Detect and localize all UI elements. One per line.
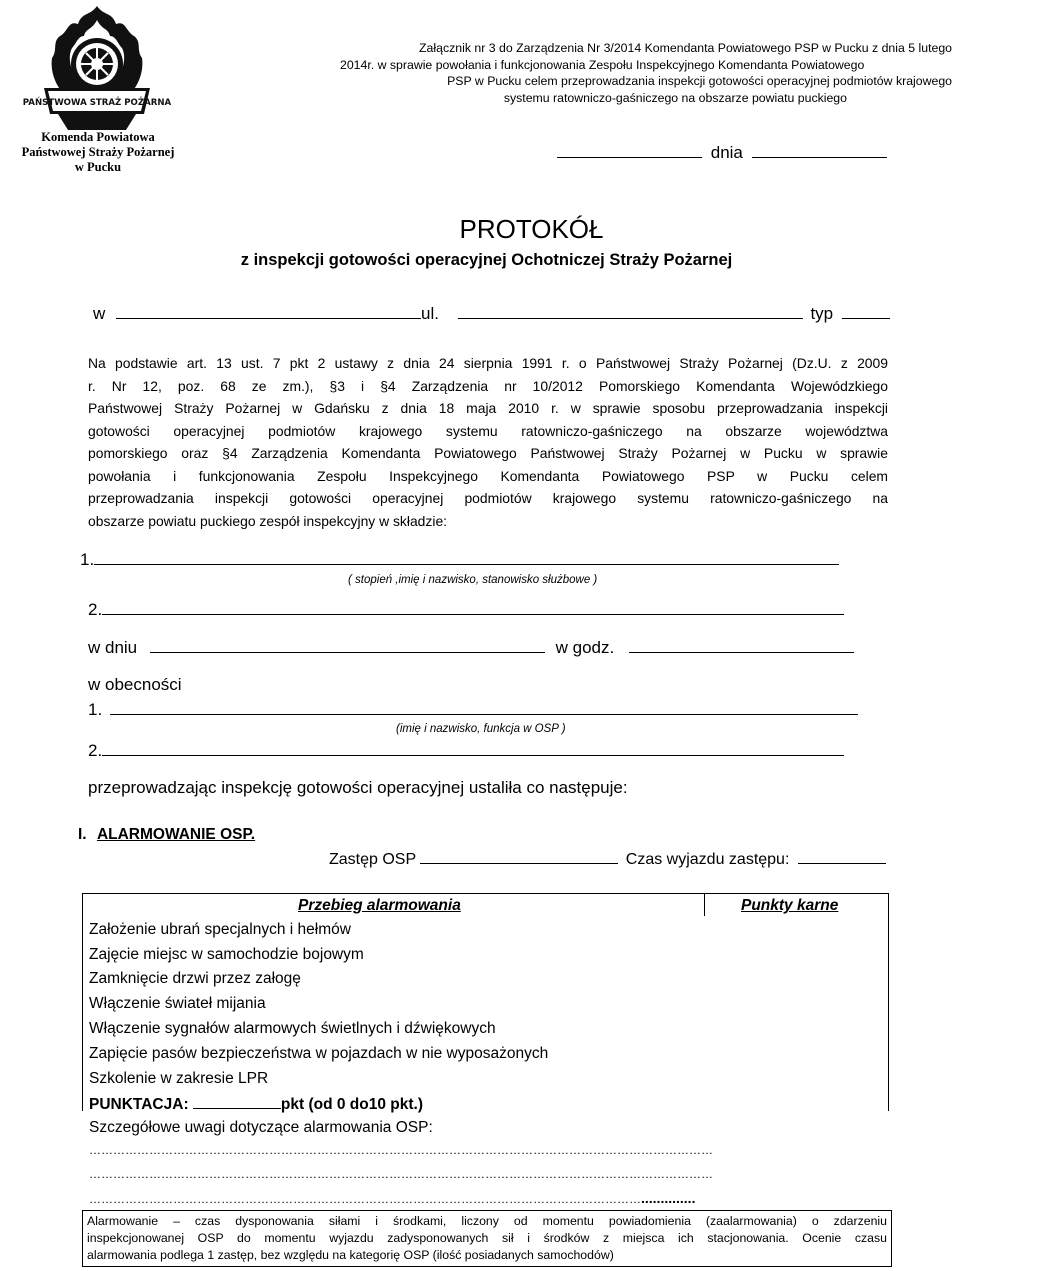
presence-label: w obecności: [88, 675, 182, 694]
note-line: alarmowania podlega 1 zastęp, bez względu na kategorię OSP (ilość posiadanych samochodów): [87, 1248, 614, 1262]
present-person-1-row: [88, 700, 858, 720]
attachment-note-line: Załącznik nr 3 do Zarządzenia Nr 3/2014 Komendanta Powiatowego PSP w Pucku z dnia 5 lutego: [419, 41, 952, 55]
legal-line: pomorskiego oraz §4 Zarządzenia Komendanta Powiatowego Państwowej Straży Pożarnej w Pucku w sprawie: [88, 445, 888, 461]
legal-line: r. Nr 12, poz. 68 ze zm.), §3 i §4 Zarządzenia nr 10/2012 Pomorskiego Komendanta Wojewódzkiego: [88, 377, 888, 394]
day-label: w dniu: [88, 638, 138, 657]
unit-row: [329, 851, 886, 869]
organization-name: [0, 130, 196, 175]
present-person-2-number: 2.: [88, 741, 103, 760]
section-title: ALARMOWANIE OSP.: [96, 826, 256, 843]
remarks-line-2[interactable]: …………………………………………………………………………………………………………………………………………: [89, 1167, 713, 1181]
street-label: ul.: [421, 304, 439, 323]
location-row: [93, 304, 890, 324]
remarks-line-3-bold-dots: ..............: [641, 1190, 696, 1206]
table-row: Włączenie świateł mijania: [89, 995, 266, 1012]
date-row: [557, 143, 887, 163]
attachment-note-line: PSP w Pucku celem przeprowadzania inspekcji gotowości operacyjnej podmiotów krajowego: [447, 74, 952, 88]
attachment-note-line: systemu ratowniczo-gaśniczego na obszarze powiatu puckiego: [503, 90, 847, 105]
table-row: Zamknięcie drzwi przez załogę: [89, 970, 301, 987]
org-line-1: Komenda Powiatowa: [41, 130, 155, 144]
score-field[interactable]: [193, 1107, 281, 1109]
note-line: inspekcjonowanej OSP do momentu wyjazdu zadysponowanych sił i środków z miejsca ich stacjonowania. Ocenie czasu: [87, 1231, 887, 1245]
team-member-2-field[interactable]: [102, 613, 844, 615]
remarks-line-3-dots: …………………………………………………………………………………………………………………………: [89, 1192, 641, 1206]
departure-time-label: Czas wyjazdu zastępu:: [625, 851, 790, 868]
table-row: Zapięcie pasów bezpieczeństwa w pojazdach w nie wyposażonych: [89, 1045, 549, 1062]
attachment-note: [340, 40, 952, 106]
unit-label: Zastęp OSP: [329, 851, 416, 868]
present-person-2-row: [88, 741, 844, 761]
team-member-1-row: [80, 550, 839, 570]
section-number: I.: [78, 826, 87, 843]
departure-time-field[interactable]: [798, 862, 886, 864]
legal-line: Państwowej Straży Pożarnej w Gdańsku z dnia 18 maja 2010 r. w sprawie sposobu przeprowadzania inspekcji: [88, 400, 888, 416]
legal-basis-paragraph: [88, 352, 888, 532]
legal-line: Na podstawie art. 13 ust. 7 pkt 2 ustawy z dnia 24 sierpnia 1991 r. o Państwowej Straży Pożarnej (Dz.U. z 2009: [88, 355, 888, 371]
hour-field[interactable]: [629, 651, 854, 653]
remarks-label: Szczegółowe uwagi dotyczące alarmowania OSP:: [89, 1119, 433, 1136]
team-member-1-number: 1.: [80, 550, 95, 569]
legal-line: obszarze powiatu puckiego zespół inspekcyjny w składzie:: [88, 512, 448, 529]
table-row: Szkolenie w zakresie LPR: [89, 1070, 269, 1087]
psp-emblem-logo: [22, 2, 172, 132]
alarm-definition-note: [82, 1210, 892, 1267]
team-member-2-number: 2.: [88, 600, 103, 619]
org-line-2: Państwowej Straży Pożarnej: [21, 145, 175, 159]
present-person-hint: (imię i nazwisko, funkcja w OSP ): [396, 723, 566, 735]
date-label: dnia: [710, 143, 743, 162]
place-field[interactable]: [557, 156, 702, 158]
present-person-2-field[interactable]: [102, 754, 844, 756]
org-line-3: w Pucku: [74, 160, 122, 174]
present-person-1-number: 1.: [88, 700, 103, 719]
team-member-2-row: [88, 600, 844, 620]
inspection-day-row: [88, 638, 854, 658]
conclusion-text: przeprowadzając inspekcję gotowości operacyjnej ustaliła co następuje:: [88, 778, 628, 797]
table-row: Zajęcie miejsc w samochodzie bojowym: [89, 946, 364, 963]
type-field[interactable]: [842, 317, 890, 319]
table-header-procedure: Przebieg alarmowania: [298, 897, 461, 914]
score-label: PUNKTACJA:: [89, 1096, 189, 1113]
svg-text:PAŃSTWOWA STRAŻ POŻARNA: PAŃSTWOWA STRAŻ POŻARNA: [22, 98, 172, 108]
note-line: Alarmowanie – czas dysponowania siłami i środkami, liczony od momentu powiadomienia (zaalarmowania) o zdarzeniu: [87, 1214, 887, 1228]
legal-line: przeprowadzania inspekcji gotowości operacyjnej podmiotów krajowego systemu ratowniczo-gaśniczego na: [88, 490, 888, 506]
location-field[interactable]: [116, 317, 421, 319]
table-row: Założenie ubrań specjalnych i hełmów: [89, 921, 351, 938]
table-column-divider: [704, 893, 705, 916]
team-member-hint: ( stopień ,imię i nazwisko, stanowisko służbowe ): [348, 574, 598, 586]
score-row: [89, 1096, 423, 1114]
unit-field[interactable]: [420, 862, 618, 864]
present-person-1-field[interactable]: [110, 713, 858, 715]
date-field[interactable]: [752, 156, 887, 158]
remarks-line-3[interactable]: [89, 1190, 879, 1206]
document-subtitle: z inspekcji gotowości operacyjnej Ochotniczej Straży Pożarnej: [240, 251, 733, 269]
score-suffix: pkt (od 0 do10 pkt.): [280, 1096, 424, 1113]
document-title: PROTOKÓŁ: [459, 214, 604, 244]
remarks-line-1[interactable]: …………………………………………………………………………………………………………………………………………: [89, 1143, 713, 1157]
section-heading: [78, 826, 255, 844]
legal-line: gotowości operacyjnej podmiotów krajowego systemu ratowniczo-gaśniczego na obszarze województwa: [88, 422, 888, 439]
hour-label: w godz.: [555, 638, 615, 657]
attachment-note-line: 2014r. w sprawie powołania i funkcjonowania Zespołu Inspekcyjnego Komendanta Powiatowego: [340, 57, 865, 72]
street-field[interactable]: [458, 317, 803, 319]
team-member-1-field[interactable]: [94, 563, 839, 565]
legal-line: powołania i funkcjonowania Zespołu Inspekcyjnego Komendanta Powiatowego PSP w Pucku celem: [88, 467, 888, 484]
location-w-label: w: [93, 304, 106, 323]
table-header-points: Punkty karne: [741, 897, 839, 914]
type-label: typ: [810, 304, 834, 323]
day-field[interactable]: [150, 651, 545, 653]
table-row: Włączenie sygnałów alarmowych świetlnych i dźwiękowych: [89, 1020, 496, 1037]
